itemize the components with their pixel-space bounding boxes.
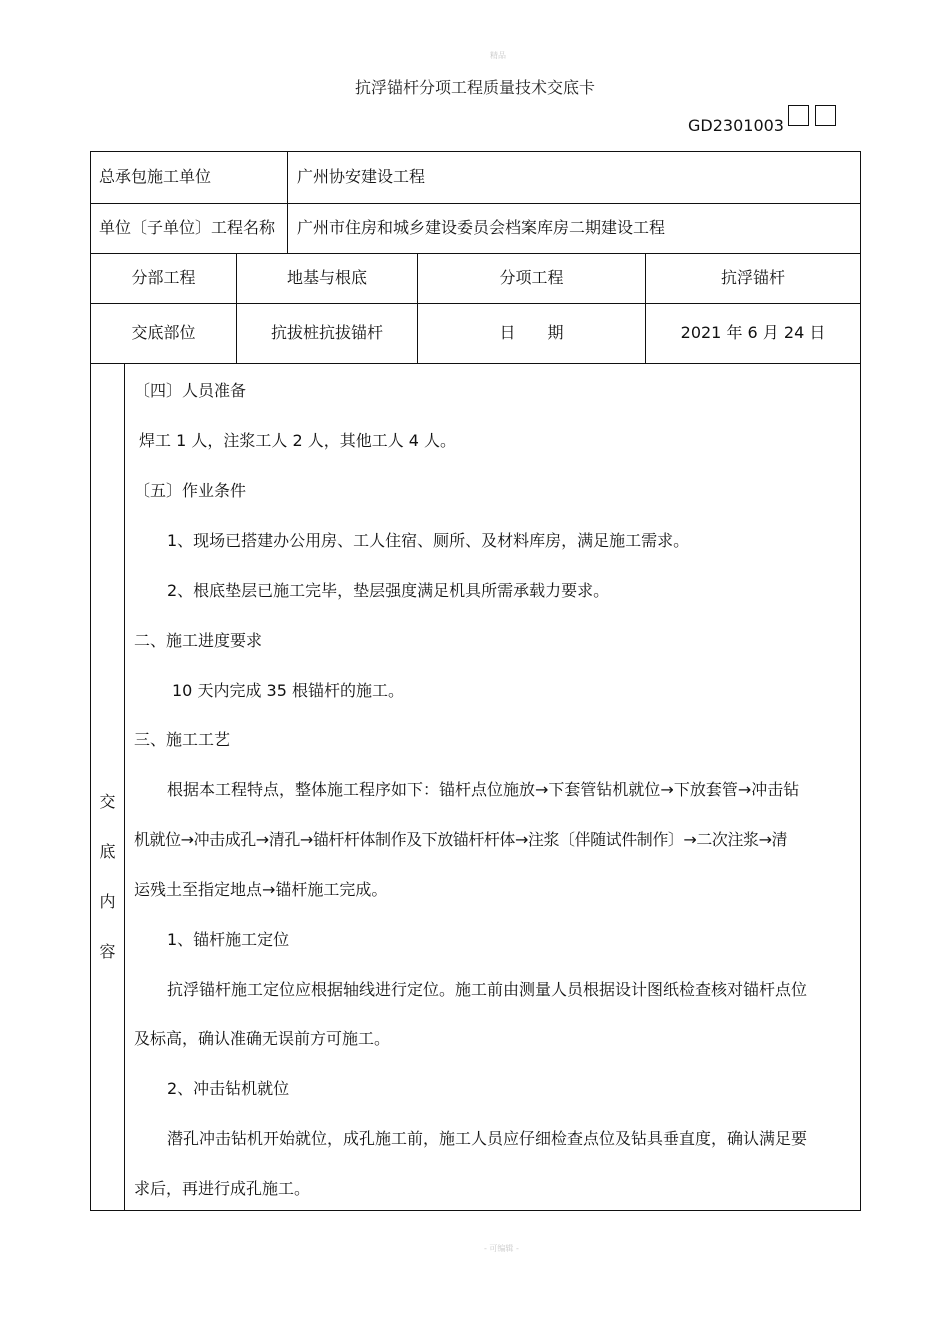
content-label-char: 底 [99,842,116,861]
content-line: 抗浮锚杆施工定位应根据轴线进行定位。施工前由测量人员根据设计图纸检查核对锚杆点位 [167,980,808,999]
project-name-value: 广州市住房和城乡建设委员会档案库房二期建设工程 [297,218,666,237]
content-label-char: 交 [99,792,116,811]
document-code: GD2301003 [688,116,784,135]
content-line: 运残土至指定地点→锚杆施工完成。 [134,880,388,899]
content-label-char: 容 [99,942,116,961]
project-name-label: 单位〔子单位〕工程名称 [99,218,276,237]
content-line: 10 天内完成 35 根锚杆的施工。 [172,681,404,700]
row-divider [91,303,860,304]
document-title: 抗浮锚杆分项工程质量技术交底卡 [354,78,595,97]
row-divider [91,363,860,364]
row-divider [91,253,860,254]
subdivision-value: 地基与根底 [286,268,367,287]
content-line: 潜孔冲击钻机开始就位，成孔施工前，施工人员应仔细检查点位及钻具垂直度，确认满足要 [167,1129,808,1148]
disclosure-table [90,151,861,1211]
row-divider [91,203,860,204]
top-watermark: 精品 [490,51,506,60]
item-value: 抗浮锚杆 [720,268,785,287]
general-contractor-value: 广州协安建设工程 [297,167,426,186]
content-line: 焊工 1 人，注浆工人 2 人，其他工人 4 人。 [139,431,457,450]
content-line: 2、根底垫层已施工完毕，垫层强度满足机具所需承载力要求。 [167,581,610,600]
section-heading: 二、施工进度要求 [134,631,263,650]
subdivision-label: 分部工程 [131,268,196,287]
position-value: 抗拔桩抗拔锚杆 [270,323,383,342]
content-line: 根据本工程特点，整体施工程序如下：锚杆点位施放→下套管钻机就位→下放套管→冲击钻 [167,780,800,799]
item-label: 分项工程 [499,268,564,287]
code-checkbox-2 [815,105,836,126]
content-line: 及标高，确认准确无误前方可施工。 [134,1029,391,1048]
date-value: 2021 年 6 月 24 日 [680,323,826,342]
content-label-char: 内 [99,892,116,911]
subsection-heading: 1、锚杆施工定位 [167,930,290,949]
column-divider [124,363,125,1211]
general-contractor-label: 总承包施工单位 [99,167,212,186]
date-label: 日 期 [499,323,564,342]
subsection-heading: 2、冲击钻机就位 [167,1079,290,1098]
section-heading: 三、施工工艺 [134,730,231,749]
column-divider [287,152,288,253]
content-line: 1、现场已搭建办公用房、工人住宿、厕所、及材料库房，满足施工需求。 [167,531,690,550]
content-line: 求后，再进行成孔施工。 [134,1179,311,1198]
bottom-watermark: - 可编辑 - [484,1244,519,1253]
section-heading: 〔五〕作业条件 [134,481,247,500]
content-line: 机就位→冲击成孔→清孔→锚杆杆体制作及下放锚杆杆体→注浆〔伴随试件制作〕→二次注浆→清 [134,830,788,849]
position-label: 交底部位 [131,323,196,342]
section-heading: 〔四〕人员准备 [134,381,247,400]
code-checkbox-1 [788,105,809,126]
